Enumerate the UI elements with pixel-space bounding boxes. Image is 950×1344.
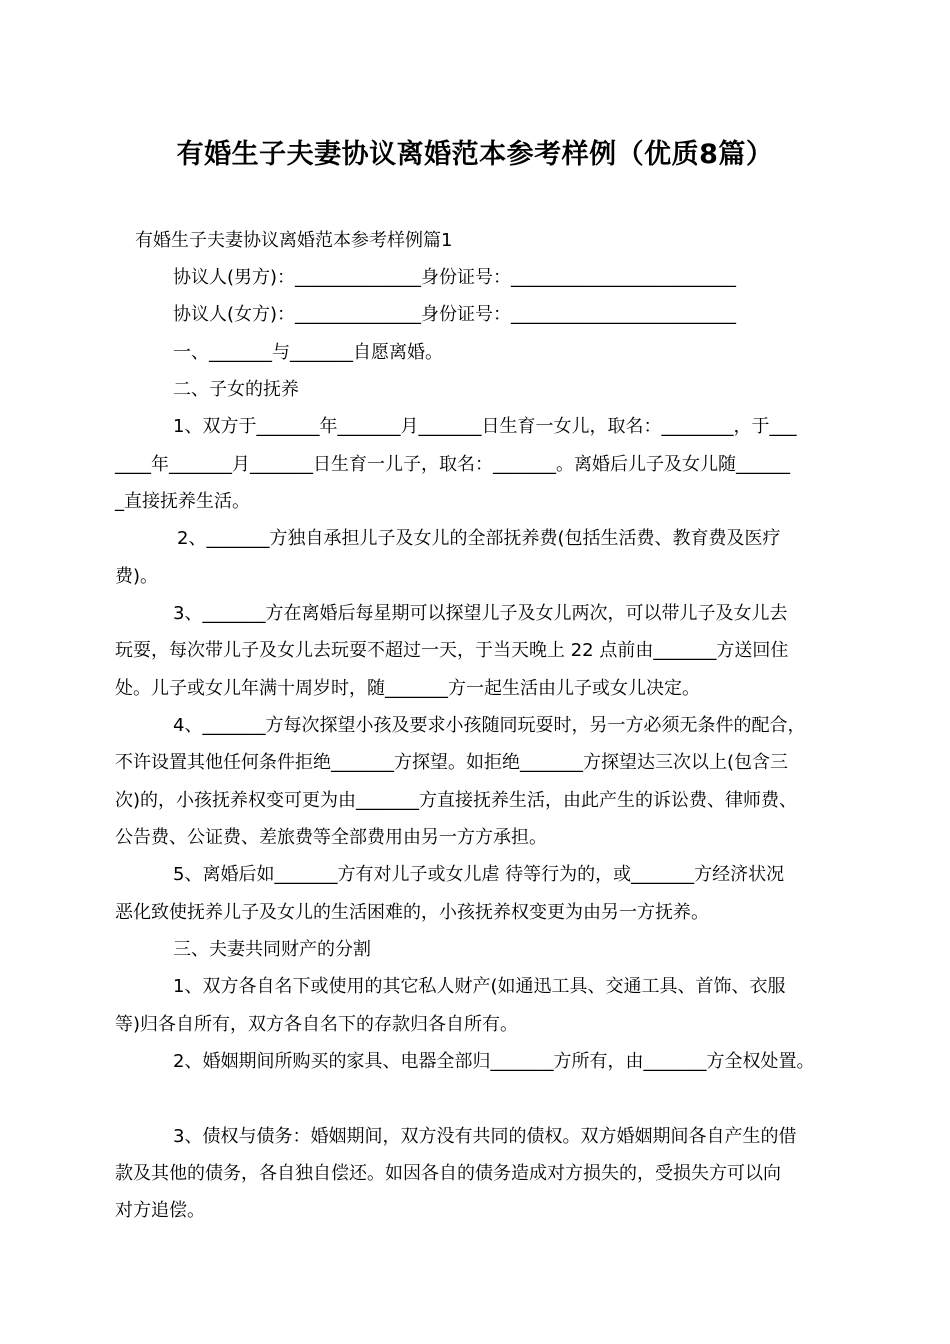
section-heading-property-division: 三、夫妻共同财产的分割 [173, 939, 371, 960]
paragraph-line: 等)归各自所有，双方各自名下的存款归各自所有。 [115, 1014, 519, 1035]
paragraph-line: 玩耍，每次带儿子及女儿去玩耍不超过一天，于当天晚上 22 点前由_______方送回住 [115, 640, 789, 661]
paragraph-line: 2、_______方独自承担儿子及女儿的全部抚养费(包括生活费、教育费及医疗 [177, 528, 781, 549]
paragraph-line: 5、离婚后如_______方有对儿子或女儿虐 待等行为的，或_______方经济状况 [173, 864, 785, 885]
paragraph-line: ____年_______月_______日生育一儿子，取名：_______。离婚后儿子及女儿随______ [115, 454, 790, 475]
paragraph-line: 款及其他的债务，各自独自偿还。如因各自的债务造成对方损失的，受损失方可以向 [115, 1163, 781, 1184]
paragraph-line: 次)的，小孩抚养权变可更为由_______方直接抚养生活，由此产生的诉讼费、律师费、 [115, 790, 798, 811]
paragraph-line: 费)。 [115, 566, 159, 587]
paragraph-line: 1、双方各自名下或使用的其它私人财产(如通迅工具、交通工具、首饰、衣服 [173, 976, 786, 997]
section-heading-child-custody: 二、子女的抚养 [173, 379, 299, 400]
paragraph-line: 3、债权与债务：婚姻期间，双方没有共同的债权。双方婚姻期间各自产生的借 [173, 1126, 797, 1147]
paragraph-line: 不许设置其他任何条件拒绝_______方探望。如拒绝_______方探望达三次以上(包含三 [115, 752, 789, 773]
paragraph-line: 公告费、公证费、差旅费等全部费用由另一方方承担。 [115, 827, 547, 848]
paragraph-line: 处。儿子或女儿年满十周岁时，随_______方一起生活由儿子或女儿决定。 [115, 678, 700, 699]
paragraph-line: 2、婚姻期间所购买的家具、电器全部归_______方所有，由_______方全权处置。 [173, 1051, 815, 1072]
paragraph-line: _直接抚养生活。 [115, 491, 250, 512]
item-one: 一、_______与_______自愿离婚。 [173, 342, 443, 363]
paragraph-line: 4、_______方每次探望小孩及要求小孩随同玩耍时，另一方必须无条件的配合， [173, 715, 806, 736]
paragraph-line: 3、_______方在离婚后每星期可以探望儿子及女儿两次，可以带儿子及女儿去 [173, 603, 788, 624]
document-title: 有婚生子夫妻协议离婚范本参考样例（优质8篇） [176, 139, 774, 170]
party-male-line: 协议人(男方)：______________身份证号：_________________________ [173, 267, 737, 288]
party-female-line: 协议人(女方)：______________身份证号：_________________________ [173, 304, 737, 325]
paragraph-line: 对方追偿。 [115, 1200, 205, 1221]
paragraph-line: 恶化致使抚养儿子及女儿的生活困难的，小孩抚养权变更为由另一方抚养。 [115, 902, 709, 923]
article-subtitle: 有婚生子夫妻协议离婚范本参考样例篇1 [135, 230, 453, 251]
paragraph-line: 1、双方于_______年_______月_______日生育一女儿，取名：________，于___ [173, 416, 797, 437]
